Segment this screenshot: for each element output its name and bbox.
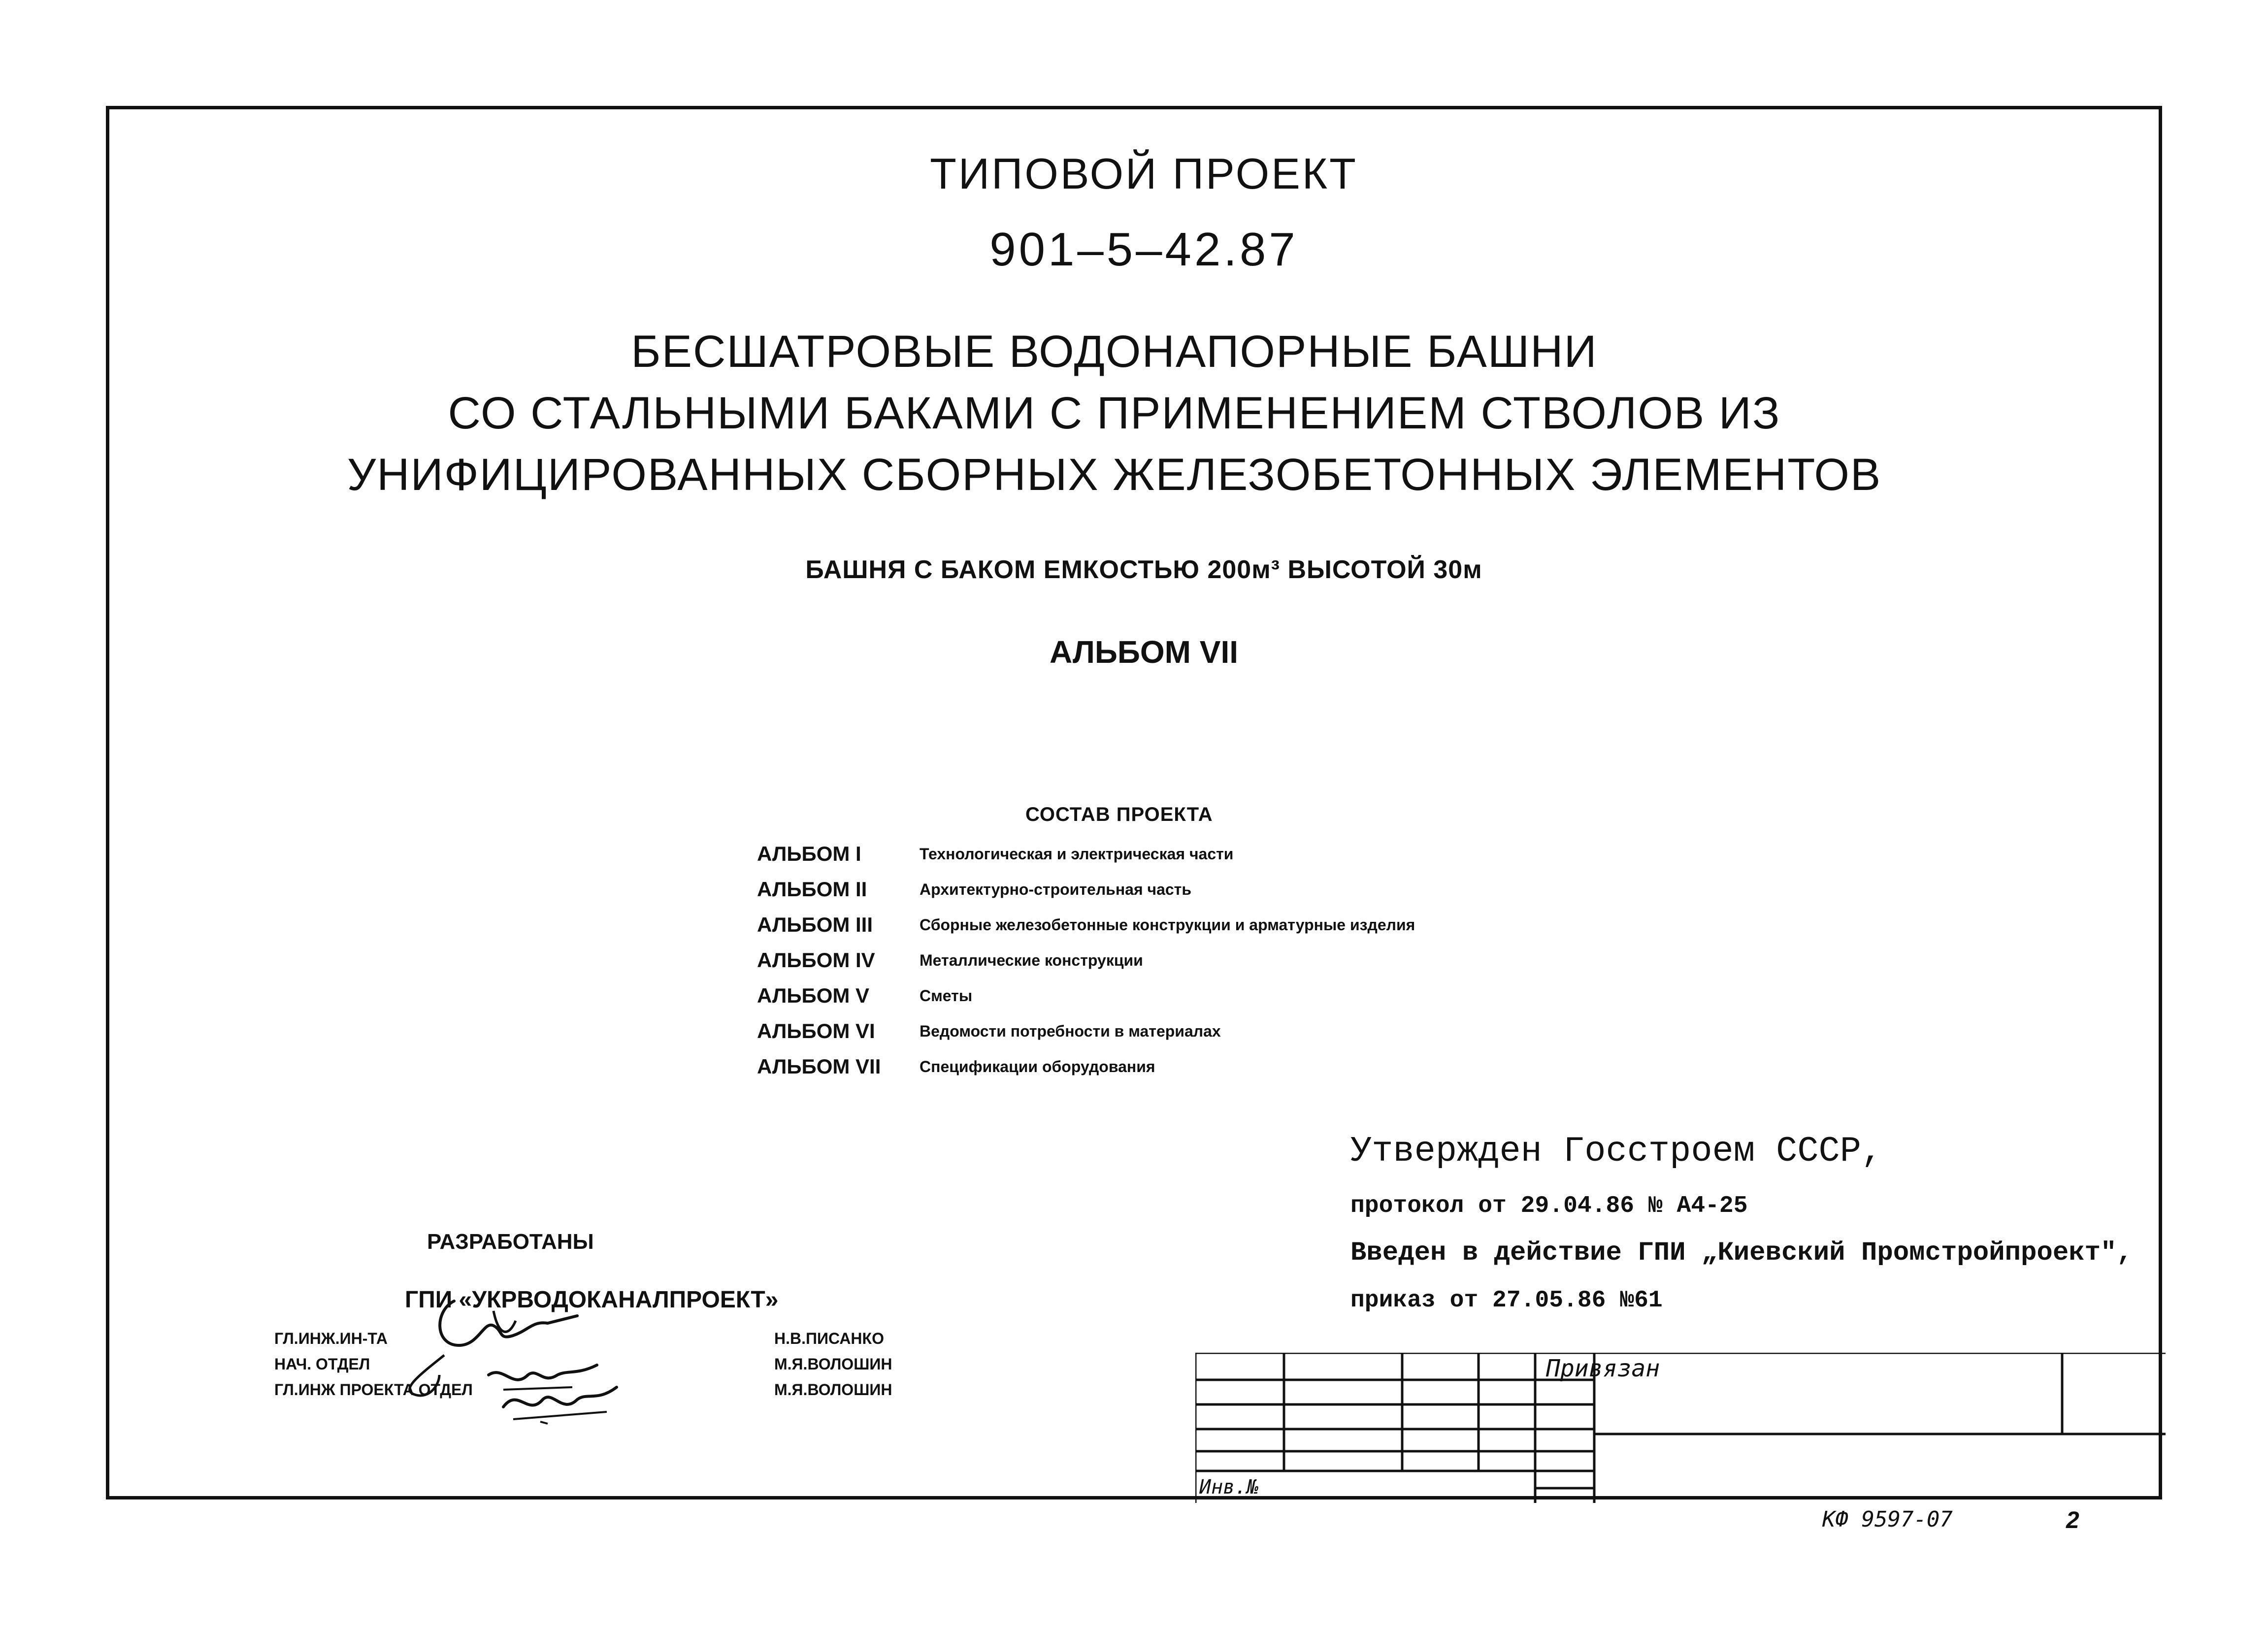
approval-protocol: протокол от 29.04.86 № А4-25 — [1350, 1193, 1748, 1219]
approval-introduced: Введен в действие ГПИ „Киевский Промстройпроект", — [1350, 1238, 2133, 1268]
developers-organization: ГПИ «УКРВОДОКАНАЛПРОЕКТ» — [405, 1287, 779, 1313]
page-number: 2 — [2066, 1507, 2079, 1533]
title-line-1: БЕСШАТРОВЫЕ ВОДОНАПОРНЫЕ БАШНИ — [631, 326, 1598, 377]
composition-album: АЛЬБОМ V — [757, 984, 870, 1007]
developer-name: М.Я.ВОЛОШИН — [774, 1381, 892, 1399]
drawing-sheet — [106, 106, 2162, 1499]
composition-description: Архитектурно-строительная часть — [920, 880, 1192, 898]
approval-authority: Утвержден Госстроем СССР, — [1350, 1131, 1883, 1172]
composition-title: СОСТАВ ПРОЕКТА — [1025, 804, 1213, 825]
composition-album: АЛЬБОМ VII — [757, 1055, 881, 1078]
title-line-2: СО СТАЛЬНЫМИ БАКАМИ С ПРИМЕНЕНИЕМ СТВОЛОВ ИЗ — [448, 388, 1781, 438]
composition-album: АЛЬБОМ II — [757, 878, 867, 901]
composition-description: Технологическая и электрическая части — [920, 845, 1234, 863]
composition-description: Спецификации оборудования — [920, 1058, 1155, 1075]
composition-description: Сборные железобетонные конструкции и арматурные изделия — [920, 916, 1415, 934]
signature-chief-project-engineer — [493, 1372, 622, 1427]
title-block — [1195, 1353, 2166, 1503]
developer-name: М.Я.ВОЛОШИН — [774, 1355, 892, 1373]
composition-album: АЛЬБОМ IV — [757, 948, 875, 972]
current-album: АЛЬБОМ VII — [1049, 634, 1239, 670]
title-block-grid — [1195, 1353, 2166, 1503]
composition-album: АЛЬБОМ VI — [757, 1019, 875, 1043]
composition-description: Ведомости потребности в материалах — [920, 1022, 1221, 1040]
composition-description: Сметы — [920, 987, 973, 1005]
developers-title: РАЗРАБОТАНЫ — [427, 1230, 594, 1254]
approval-order: приказ от 27.05.86 №61 — [1350, 1287, 1663, 1314]
archive-code: КФ 9597-07 — [1822, 1507, 1953, 1532]
developer-name: Н.В.ПИСАНКО — [774, 1330, 884, 1347]
project-code: 901–5–42.87 — [989, 223, 1298, 276]
subtitle: БАШНЯ С БАКОМ ЕМКОСТЬЮ 200м³ ВЫСОТОЙ 30м — [805, 555, 1482, 584]
developer-role: ГЛ.ИНЖ ПРОЕКТА ОТДЕЛ — [274, 1381, 473, 1399]
document-kicker: ТИПОВОЙ ПРОЕКТ — [930, 149, 1358, 198]
composition-description: Металлические конструкции — [920, 951, 1143, 969]
developer-role: ГЛ.ИНЖ.ИН-ТА — [274, 1330, 388, 1347]
developer-role: НАЧ. ОТДЕЛ — [274, 1355, 370, 1373]
title-line-3: УНИФИЦИРОВАННЫХ СБОРНЫХ ЖЕЛЕЗОБЕТОННЫХ ЭЛЕМЕНТОВ — [347, 450, 1882, 500]
attached-label: Привязан — [1546, 1355, 1660, 1382]
composition-album: АЛЬБОМ I — [757, 842, 861, 865]
composition-album: АЛЬБОМ III — [757, 913, 873, 936]
inventory-number-label: Инв.№ — [1199, 1476, 1259, 1499]
